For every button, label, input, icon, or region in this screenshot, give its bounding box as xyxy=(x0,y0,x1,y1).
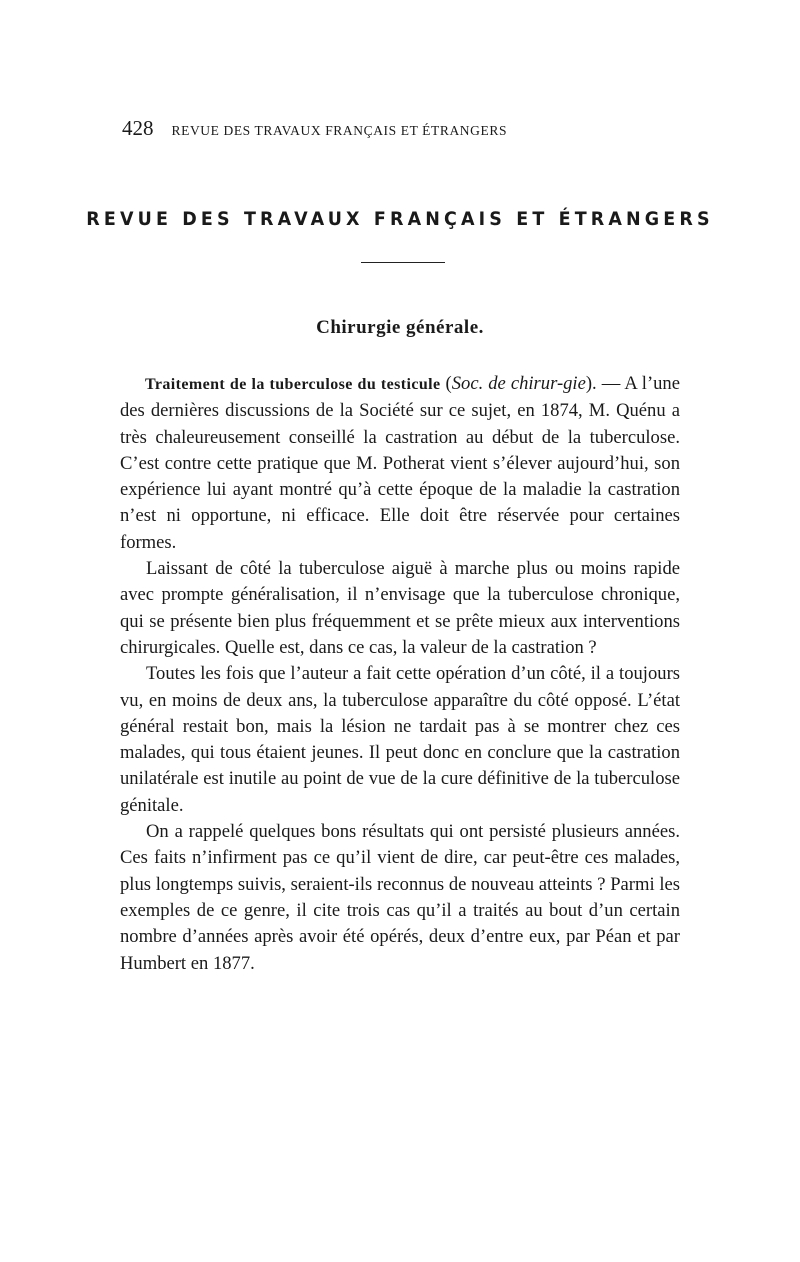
subsection-title: Chirurgie générale. xyxy=(316,317,484,338)
article-source-open: ( xyxy=(440,373,452,394)
article-paragraph-3: Toutes les fois que l’auteur a fait cette opération d’un côté, il a toujours vu, en moins de deux ans, la tuberculose apparaître du côté opposé. L’état général restait bon, mais la lésion ne tardait pas à se montrer chez ces malades, qui tous étaient jeunes. Il peut donc en conclure que la castration unilatérale est inutile au point de vue de la cure définitive de la tuberculose génitale. xyxy=(120,663,680,816)
article-paragraph-4: On a rappelé quelques bons résultats qui ont persisté plusieurs années. Ces faits n’infirment pas ce qu’il vient de dire, car peut-être ces malades, plus longtemps suivis, seraient-ils reconnus de nouveau atteints ? Parmi les exemples de ce genre, il cite trois cas qu’il a traités au bout d’un certain nombre d’années après avoir été opérés, deux d’entre eux, par Péan et par Humbert en 1877. xyxy=(120,821,680,974)
article-paragraph-1 xyxy=(120,371,680,556)
page-number: 428 xyxy=(122,116,154,140)
article-title: Traitement de la tuberculose du testicule xyxy=(145,376,441,393)
section-title: REVUE DES TRAVAUX FRANÇAIS ET ÉTRANGERS xyxy=(86,208,714,230)
article-paragraph-text: — A l’une des dernières discussions de la Société sur ce sujet, en 1874, M. Quénu a très chaleureusement conseillé la castration au début de la tuberculose. C’est contre cette pratique que M. Potherat vient s’élever aujourd’hui, son expérience lui ayant montré qu’à cette époque de la maladie la castration n’est ni opportune, ni efficace. Elle doit être réservée pour certaines formes. xyxy=(120,373,680,553)
article-source: Soc. de chirur-gie xyxy=(451,373,586,394)
article-source-close: ). xyxy=(585,373,597,394)
section-divider xyxy=(361,262,445,263)
article-paragraph-2: Laissant de côté la tuberculose aiguë à marche plus ou moins rapide avec prompte généralisation, il n’envisage que la tuberculose chronique, qui se présente bien plus fréquemment et se prête mieux aux interventions chirurgicales. Quelle est, dans ce cas, la valeur de la castration ? xyxy=(120,558,680,658)
running-title: REVUE DES TRAVAUX FRANÇAIS ET ÉTRANGERS xyxy=(171,123,508,138)
article-body xyxy=(120,371,680,977)
running-head xyxy=(122,116,682,141)
